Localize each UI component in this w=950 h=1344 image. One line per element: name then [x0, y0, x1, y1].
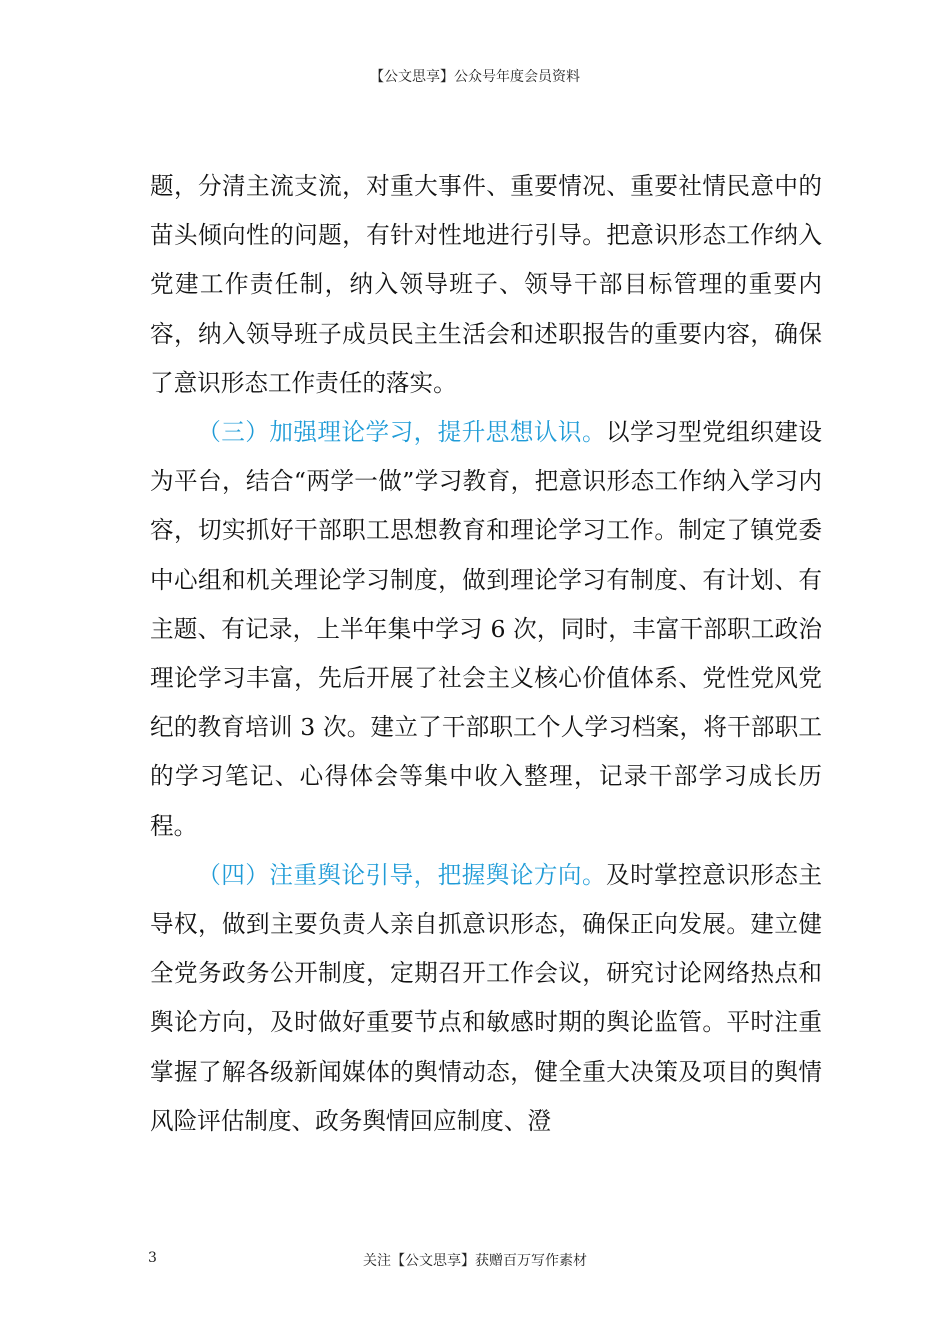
paragraph-section-three	[150, 408, 822, 851]
paragraph-continuation: 题，分清主流支流，对重大事件、重要情况、重要社情民意中的苗头倾向性的问题，有针对性地进行引导。把意识形态工作纳入党建工作责任制，纳入领导班子、领导干部目标管理的重要内容，纳入领导班子成员民主生活会和述职报告的重要内容，确保了意识形态工作责任的落实。	[150, 172, 822, 397]
paragraph-section-four	[150, 851, 822, 1146]
section-body-four: 及时掌控意识形态主导权，做到主要负责人亲自抓意识形态，确保正向发展。建立健全党务政务公开制度，定期召开工作会议，研究讨论网络热点和舆论方向，及时做好重要节点和敏感时期的舆论监管。平时注重掌握了解各级新闻媒体的舆情动态，健全重大决策及项目的舆情风险评估制度、政务舆情回应制度、澄	[150, 860, 822, 1135]
page-footer	[0, 1250, 950, 1270]
section-heading-three: （三）加强理论学习，提升思想认识。	[197, 418, 607, 447]
section-heading-four: （四）注重舆论引导，把握舆论方向。	[197, 860, 607, 889]
page-number: 3	[148, 1250, 157, 1266]
section-body-three: 以学习型党组织建设为平台，结合“两学一做”学习教育，把意识形态工作纳入学习内容，切实抓好干部职工思想教育和理论学习工作。制定了镇党委中心组和机关理论学习制度，做到理论学习有制度、有计划、有主题、有记录，上半年集中学习 6 次，同时，丰富干部职工政治理论学习丰富，先后开展了社会主义核心价值体系、党性党风党纪的教育培训 3 次。建立了干部职工个人学习档案，将干部职工的学习笔记、心得体会等集中收入整理，记录干部学习成长历程。	[150, 418, 822, 840]
document-body	[150, 162, 822, 1146]
page-header: 【公文思享】公众号年度会员资料	[370, 69, 580, 85]
footer-text: 关注【公文思享】获赠百万写作素材	[363, 1253, 587, 1269]
